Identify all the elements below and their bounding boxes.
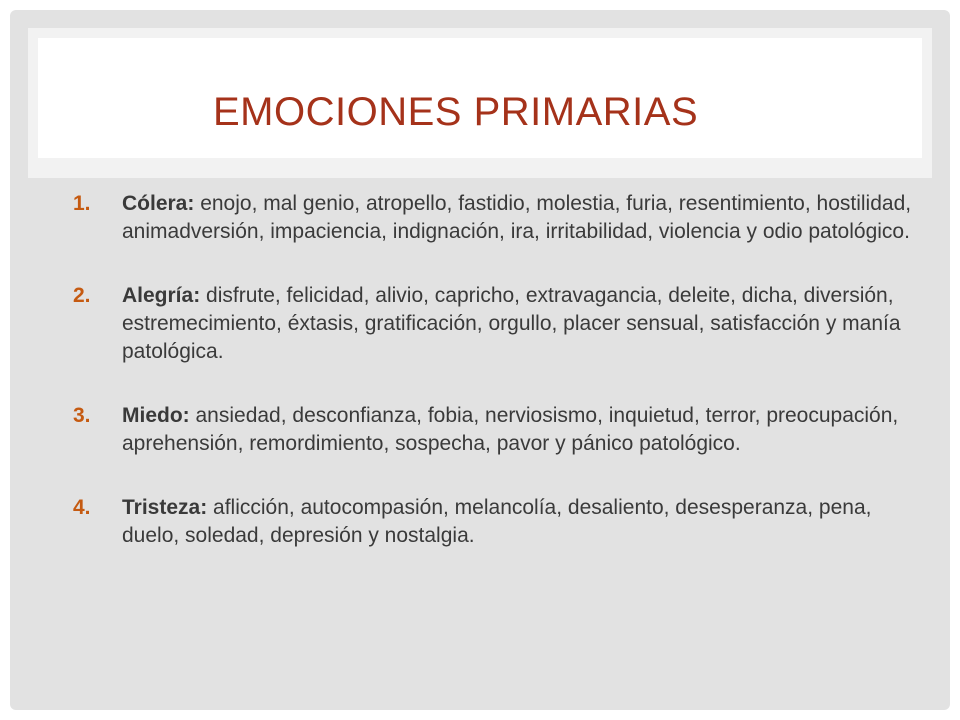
item-description: ansiedad, desconfianza, fobia, nerviosismo, inquietud, terror, preocupación, aprehensión, remordimiento, sospecha, pavor y pánico patológico. [122, 404, 899, 455]
item-term: Miedo: [122, 404, 190, 427]
list-item [65, 190, 915, 246]
item-number: 1. [73, 192, 91, 215]
list-item [65, 494, 915, 550]
item-number: 2. [73, 284, 91, 307]
item-text [122, 494, 915, 550]
item-term: Cólera: [122, 192, 195, 215]
item-number: 3. [73, 404, 91, 427]
item-term: Alegría: [122, 284, 201, 307]
list-item [65, 402, 915, 458]
title-band [28, 28, 932, 178]
item-description: enojo, mal genio, atropello, fastidio, molestia, furia, resentimiento, hostilidad, animadversión, impaciencia, indignación, ira, irritabilidad, violencia y odio patológico. [122, 192, 912, 243]
item-text [122, 190, 915, 246]
item-description: disfrute, felicidad, alivio, capricho, extravagancia, deleite, dicha, diversión, estremecimiento, éxtasis, gratificación, orgullo, placer sensual, satisfacción y manía patológica. [122, 284, 901, 363]
emotion-list [65, 190, 915, 586]
item-number: 4. [73, 496, 91, 519]
slide-title: EMOCIONES PRIMARIAS [213, 90, 699, 134]
title-box [38, 38, 922, 158]
list-item [65, 282, 915, 366]
item-description: aflicción, autocompasión, melancolía, desaliento, desesperanza, pena, duelo, soledad, depresión y nostalgia. [122, 496, 872, 547]
item-text [122, 282, 915, 366]
item-text [122, 402, 915, 458]
item-term: Tristeza: [122, 496, 208, 519]
slide [10, 10, 950, 710]
